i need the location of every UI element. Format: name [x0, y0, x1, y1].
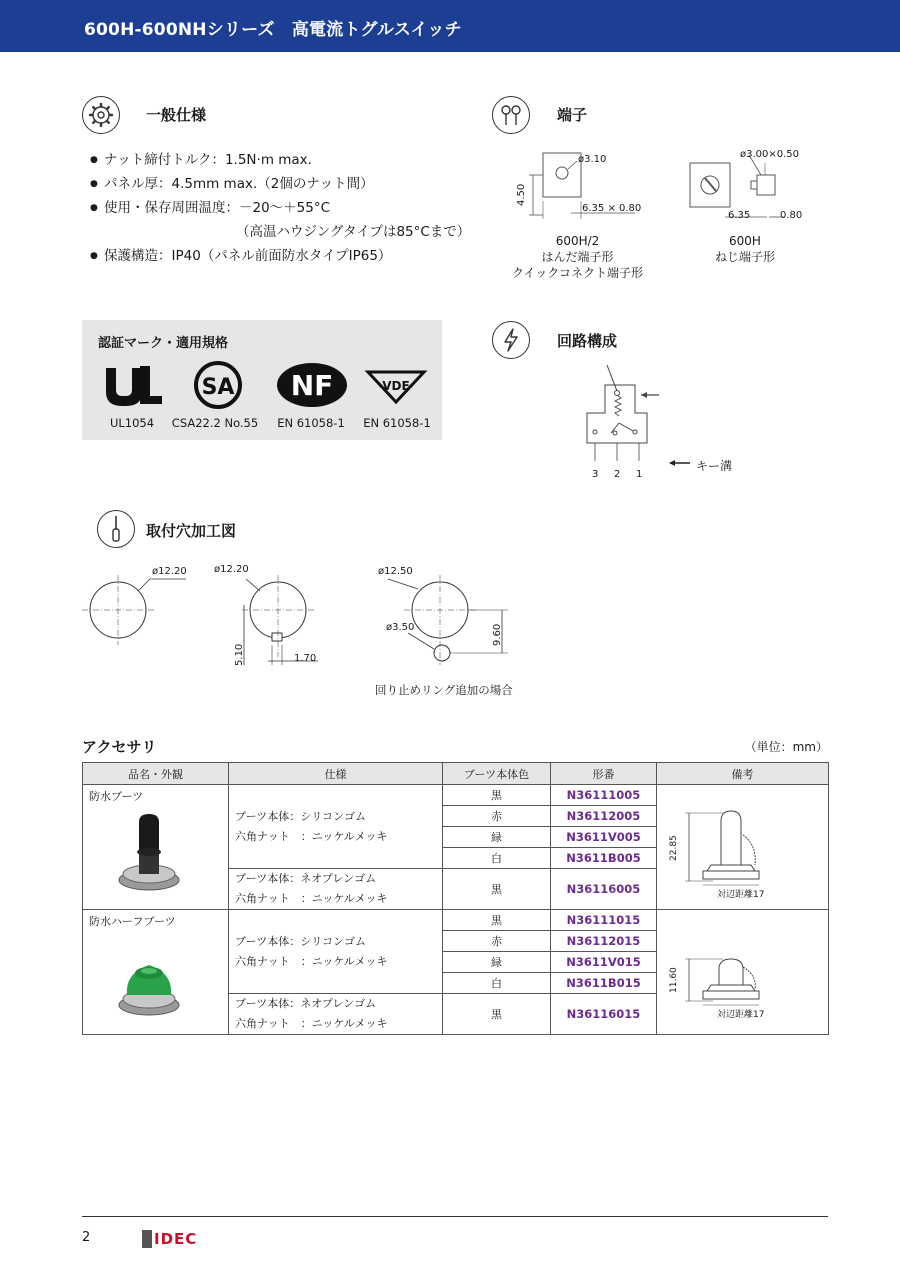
lightning-icon [492, 321, 530, 359]
spec-item-panel: ● パネル厚：4.5mm max.（2個のナット間） [90, 172, 470, 196]
model-cell: N3611B005 [551, 848, 657, 869]
page-title: 600H-600NHシリーズ 高電流トグルスイッチ [84, 20, 462, 40]
note-cell [657, 910, 829, 1035]
circuit-diagram [575, 355, 695, 470]
dim-thick: 0.80 [780, 210, 803, 221]
page-number: 2 [82, 1230, 91, 1245]
product-name: 防水ブーツ [89, 790, 144, 803]
color-cell: 白 [443, 973, 551, 994]
vde-label: EN 61058-1 [363, 416, 431, 430]
svg-text:NF: NF [290, 369, 334, 402]
waterproof-half-boot-image [109, 943, 189, 1023]
page-header [0, 0, 900, 52]
note-label: 対辺距離17 [717, 1010, 765, 1020]
note-cell [657, 785, 829, 910]
spec-cell: ブーツ本体：シリコンゴム 六角ナット ：ニッケルメッキ [229, 785, 443, 869]
product-cell [83, 910, 229, 1035]
vde-logo [356, 360, 436, 410]
color-cell: 緑 [443, 827, 551, 848]
key-label: キー溝 [696, 459, 733, 473]
spec-cell: ブーツ本体：ネオプレンゴム 六角ナット ：ニッケルメッキ [229, 994, 443, 1035]
terminal-title: 端子 [557, 106, 588, 124]
table-row [83, 910, 829, 931]
cert-title: 認証マーク・適用規格 [98, 336, 229, 351]
color-cell: 赤 [443, 931, 551, 952]
model-cell: N36112015 [551, 931, 657, 952]
note-height: 22.85 [669, 835, 679, 861]
general-spec-list [90, 148, 470, 268]
dim-tab: 6.35 × 0.80 [582, 203, 642, 214]
mounting-title: 取付穴加工図 [146, 522, 237, 540]
screw-terminal-caption: 600H ねじ端子形 [714, 234, 775, 264]
accessory-table [82, 762, 829, 1035]
dim-d4: ø3.50 [386, 622, 415, 633]
boot-dimension-drawing [663, 795, 823, 899]
idec-logo [142, 1230, 204, 1248]
note-height: 11.60 [669, 967, 679, 993]
nf-logo [272, 360, 352, 410]
spec-item-torque: ● ナット締付トルク：1.5N·m max. [90, 148, 470, 172]
spec-cell: ブーツ本体：ネオプレンゴム 六角ナット ：ニッケルメッキ [229, 869, 443, 910]
dim-hole: ø3.10 [578, 154, 607, 165]
dim-d3: ø12.50 [378, 566, 413, 577]
model-cell: N3611B015 [551, 973, 657, 994]
col-header-name: 品名・外観 [83, 763, 229, 785]
product-name: 防水ハーフブーツ [89, 915, 176, 928]
pin-1: 1 [636, 469, 643, 480]
logo-bar [142, 1230, 152, 1248]
spec-cell: ブーツ本体：シリコンゴム 六角ナット ：ニッケルメッキ [229, 910, 443, 994]
model-cell: N36111015 [551, 910, 657, 931]
dim-510: 5.10 [234, 643, 245, 666]
key-arrow-icon [668, 458, 692, 468]
color-cell: 緑 [443, 952, 551, 973]
note-label: 対辺距離17 [717, 890, 765, 900]
spec-item-protection: ● 保護構造：IP40（パネル前面防水タイプIP65） [90, 244, 470, 268]
footer-divider [82, 1216, 828, 1217]
model-cell: N3611V005 [551, 827, 657, 848]
solder-terminal-caption: 600H/2 はんだ端子形 クイックコネクト端子形 [512, 234, 643, 280]
ul-logo [92, 360, 172, 410]
csa-label: CSA22.2 No.55 [171, 416, 259, 430]
dim-960: 9.60 [492, 623, 503, 646]
dim-d2: ø12.20 [214, 564, 249, 575]
table-row [83, 785, 829, 806]
color-cell: 黒 [443, 785, 551, 806]
svg-text:VDE: VDE [382, 379, 410, 393]
half-boot-dimension-drawing [663, 927, 823, 1017]
logo-text: IDEC [154, 1230, 198, 1248]
model-cell: N36111005 [551, 785, 657, 806]
col-header-color: ブーツ本体色 [443, 763, 551, 785]
gear-icon [82, 96, 120, 134]
waterproof-boot-image [109, 810, 189, 896]
nf-label: EN 61058-1 [277, 416, 345, 430]
mounting-caption: 回り止めリング追加の場合 [375, 683, 513, 697]
pin-2: 2 [614, 469, 621, 480]
color-cell: 黒 [443, 910, 551, 931]
model-cell: N36112005 [551, 806, 657, 827]
color-cell: 赤 [443, 806, 551, 827]
ul-label: UL1054 [109, 416, 155, 430]
model-cell: N3611V015 [551, 952, 657, 973]
terminal-icon [492, 96, 530, 134]
col-header-model: 形番 [551, 763, 657, 785]
model-cell: N36116005 [551, 869, 657, 910]
dim-height: 4.50 [516, 183, 527, 206]
svg-text:SA: SA [201, 375, 235, 400]
spec-item-temperature: ● 使用・保存周囲温度：－20～＋55°C [90, 196, 470, 220]
dim-screw: ø3.00×0.50 [740, 149, 800, 160]
model-cell: N36116015 [551, 994, 657, 1035]
color-cell: 白 [443, 848, 551, 869]
dim-d1: ø12.20 [152, 566, 187, 577]
general-spec-title: 一般仕様 [146, 106, 207, 124]
csa-logo [178, 360, 258, 410]
table-header-row [83, 763, 829, 785]
col-header-spec: 仕様 [229, 763, 443, 785]
accessory-title: アクセサリ [82, 738, 157, 756]
col-header-note: 備考 [657, 763, 829, 785]
color-cell: 黒 [443, 869, 551, 910]
circuit-title: 回路構成 [557, 332, 618, 350]
dim-width: 6.35 [728, 210, 751, 221]
dim-170: 1.70 [294, 653, 317, 664]
pin-3: 3 [592, 469, 599, 480]
unit-label: （単位：mm） [744, 740, 828, 754]
color-cell: 黒 [443, 994, 551, 1035]
cert-box [82, 320, 442, 440]
product-cell [83, 785, 229, 910]
spec-item-temperature-note: （高温ハウジングタイプは85°Cまで） [236, 224, 471, 240]
screwdriver-icon [97, 510, 135, 548]
